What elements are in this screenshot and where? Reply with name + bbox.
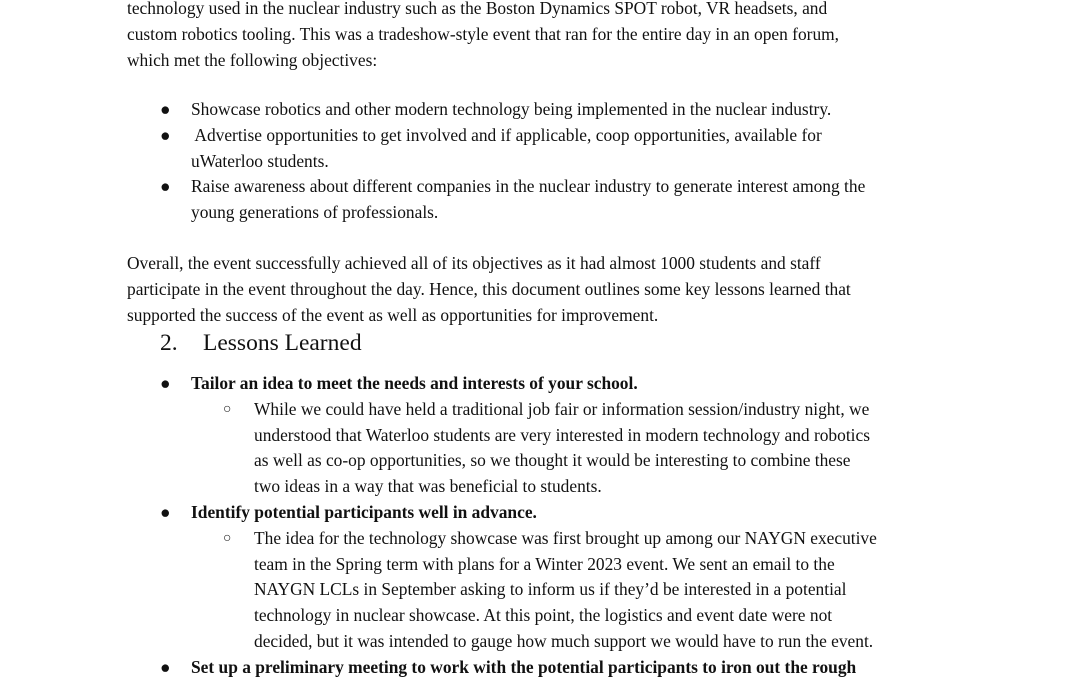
- intro-line: technology used in the nuclear industry such as the Boston Dynamics SPOT robot, VR headsets, and: [127, 0, 828, 18]
- objective-text: Raise awareness about different companies in the nuclear industry to generate interest among the: [191, 176, 866, 197]
- objective-text: Advertise opportunities to get involved and if applicable, coop opportunities, available for: [191, 124, 822, 145]
- section-number: 2.: [160, 330, 178, 356]
- lesson-detail-item: [191, 526, 957, 655]
- lesson-details: [191, 397, 957, 500]
- bullet-icon: ●: [160, 373, 171, 393]
- overall-line: supported the success of the event as well as opportunities for improvement.: [127, 304, 659, 325]
- intro-line: custom robotics tooling. This was a tradeshow-style event that ran for the entire day in an open forum,: [127, 23, 840, 44]
- bullet-icon: ●: [160, 656, 171, 677]
- objectives-list: [127, 97, 957, 226]
- circle-bullet-icon: ○: [223, 401, 232, 417]
- objective-item: [127, 174, 957, 226]
- lessons-list: [127, 371, 957, 681]
- lesson-title: Identify potential participants well in advance.: [191, 501, 537, 522]
- lesson-item: [127, 500, 957, 655]
- circle-bullet-icon: ○: [223, 530, 232, 546]
- section-title: Lessons Learned: [203, 330, 362, 356]
- lesson-detail-item: [191, 397, 957, 500]
- bullet-icon: ●: [160, 99, 171, 119]
- lesson-item: [127, 371, 957, 500]
- section-heading: [160, 328, 362, 358]
- overall-line: participate in the event throughout the day. Hence, this document outlines some key lessons learned that: [127, 278, 851, 299]
- overall-paragraph: [127, 251, 957, 328]
- objective-text: young generations of professionals.: [191, 202, 439, 223]
- detail-line: technology in nuclear showcase. At this point, the logistics and event date were not: [254, 605, 833, 626]
- lesson-item: [127, 655, 957, 681]
- objective-text: uWaterloo students.: [191, 150, 329, 171]
- bullet-icon: ●: [160, 124, 171, 145]
- lesson-details: [191, 526, 957, 655]
- intro-paragraph: [127, 0, 957, 73]
- detail-line: NAYGN LCLs in September asking to inform us if they’d be interested in a potential: [254, 579, 847, 600]
- bullet-icon: ●: [160, 176, 171, 197]
- detail-line: While we could have held a traditional job fair or information session/industry night, we: [254, 398, 870, 419]
- bullet-icon: ●: [160, 501, 171, 522]
- detail-line: team in the Spring term with plans for a Winter 2023 event. We sent an email to the: [254, 553, 835, 574]
- lesson-title: Set up a preliminary meeting to work with the potential participants to iron out the rough: [191, 656, 857, 677]
- lesson-title: Tailor an idea to meet the needs and interests of your school.: [191, 373, 638, 393]
- detail-line: as well as co-op opportunities, so we thought it would be interesting to combine these: [254, 450, 851, 471]
- detail-line: understood that Waterloo students are very interested in modern technology and robotics: [254, 424, 870, 445]
- intro-line: which met the following objectives:: [127, 49, 378, 70]
- detail-line: decided, but it was intended to gauge how much support we would have to run the event.: [254, 630, 874, 651]
- objective-item: [127, 123, 957, 175]
- detail-line: The idea for the technology showcase was first brought up among our NAYGN executive: [254, 527, 877, 548]
- objective-text: Showcase robotics and other modern technology being implemented in the nuclear industry.: [191, 99, 832, 119]
- overall-line: Overall, the event successfully achieved all of its objectives as it had almost 1000 students and staff: [127, 253, 821, 273]
- detail-line: two ideas in a way that was beneficial to students.: [254, 476, 602, 497]
- objective-item: [127, 97, 957, 123]
